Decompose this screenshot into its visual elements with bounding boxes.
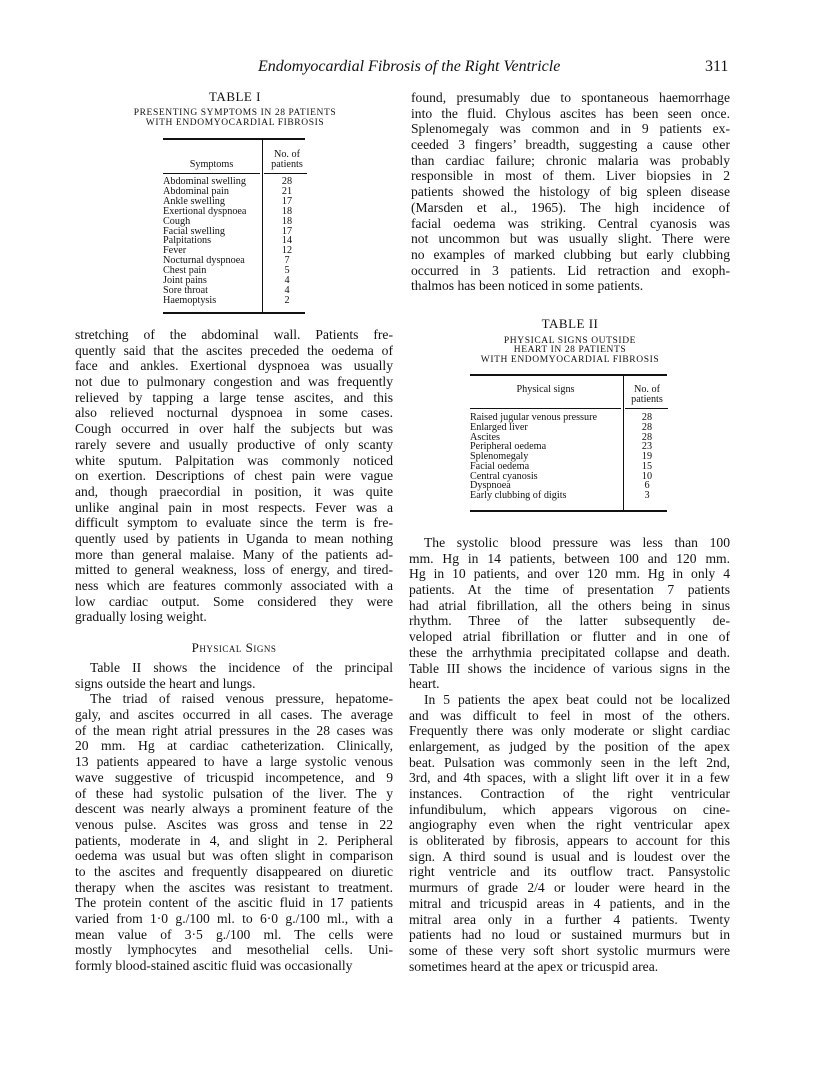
text-line: white sputum. Palpitation was commonly noticed <box>75 452 393 468</box>
table-2-row-label: Ascites <box>470 431 500 443</box>
page-number: 311 <box>705 58 729 75</box>
table-1-row-label: Ankle swelling <box>163 195 225 207</box>
table-1-row-value: 18 <box>281 205 293 217</box>
text-line: mean value of 3·5 g./100 ml. The cells were <box>75 926 393 942</box>
paragraph <box>75 691 393 973</box>
text-line: difficult symptom to evaluate since the term is fre- <box>75 515 393 531</box>
running-title: Endomyocardial Fibrosis of the Right Ventricle <box>258 58 561 75</box>
text-line: The protein content of the ascitic fluid in 17 patients <box>75 895 393 911</box>
table-2-row-label: Enlarged liver <box>470 421 528 433</box>
text-line: quently said that the ascites preceded the oedema of <box>75 342 393 358</box>
table-1-row-label: Cough <box>163 215 191 227</box>
text-line: rhythm. Three of the latter subsequently de- <box>409 613 730 629</box>
text-line: mitral area only in a further 4 patients. Twenty <box>409 911 730 927</box>
text-line: angiography even when the right ventricular apex <box>409 817 730 833</box>
table-2-row-label: Early clubbing of digits <box>470 490 567 501</box>
text-line: more than general malaise. Many of the patients ad- <box>75 546 393 562</box>
text-line: right ventricle and its outflow tract. Pansystolic <box>409 864 730 880</box>
table-2-row-label: Raised jugular venous pressure <box>470 412 598 423</box>
text-line: wave suggestive of tricuspid incompetence, and 9 <box>75 769 393 785</box>
paragraph <box>411 90 730 294</box>
table-2-top-rule <box>470 374 667 376</box>
text-line: mitral and tricuspid areas in 4 patients, and in the <box>409 895 730 911</box>
table-2-row-value: 10 <box>641 470 653 482</box>
table-1-row-label: Facial swelling <box>163 225 225 237</box>
table-1-row-value: 17 <box>281 225 293 237</box>
text-line: formly blood-stained ascitic fluid was occasionally <box>75 958 353 974</box>
table-1-row-value: 17 <box>281 195 293 207</box>
text-line: The systolic blood pressure was less than 100 <box>424 535 730 550</box>
text-line: beat. Pulsation was commonly seen in the left 2nd, <box>409 754 730 770</box>
text-line: into the fluid. Chylous ascites has been seen once. <box>411 105 730 121</box>
table-2-subtitle-line: WITH ENDOMYOCARDIAL FIBROSIS <box>480 355 660 365</box>
text-line: not uncommon but was usually slight. There were <box>411 231 730 247</box>
text-line: sometimes heard at the apex or tricuspid area. <box>409 958 659 974</box>
text-line: Frequently there was only moderate or slight cardiac <box>409 723 730 739</box>
table-2-title: TABLE II <box>541 316 599 331</box>
text-line: had atrial fibrillation, all the others being in sinus <box>409 597 730 613</box>
text-line: thalmos has been noticed in some patients. <box>411 278 644 294</box>
table-1-title: TABLE I <box>209 89 261 104</box>
table-1-bottom-rule <box>163 312 305 314</box>
text-line: on exertion. Descriptions of chest pain were vague <box>75 468 393 484</box>
text-line: murmurs of grade 2/4 or louder were heard in the <box>409 880 730 896</box>
paragraph <box>75 660 393 691</box>
table-1-subtitle-line: PRESENTING SYMPTOMS IN 28 PATIENTS <box>133 108 337 118</box>
right-column-text-bottom <box>409 535 730 974</box>
table-1-header-count: No. of <box>273 149 301 160</box>
text-line: mitted to general weakness, loss of energy, and tired- <box>75 562 393 578</box>
text-line: and was difficult to feel in most of the others. <box>409 707 730 723</box>
table-1-row-value: 28 <box>281 176 293 187</box>
text-line: and, though praecordial in position, it was quite <box>75 483 393 499</box>
table-1-row-value: 14 <box>281 235 293 247</box>
table-1-header-symptoms: Symptoms <box>189 159 234 170</box>
text-line: unlike anginal pain in most respects. Fever was a <box>75 499 393 515</box>
table-2-row-value: 6 <box>644 480 650 492</box>
text-line: patients had no loud or sustained murmurs but in <box>409 927 730 943</box>
table-2-row-value: 15 <box>641 460 653 472</box>
table-1-row-label: Fever <box>163 245 187 257</box>
table-1-subtitle-line: WITH ENDOMYOCARDIAL FIBROSIS <box>145 118 325 128</box>
table-1-top-rule <box>163 138 305 140</box>
text-line: facial oedema was striking. Central cyanosis was <box>411 215 730 231</box>
table-1-row-value: 5 <box>284 265 290 277</box>
table-1-row-label: Exertional dyspnoea <box>163 205 247 217</box>
table-2-header-rule <box>625 408 668 409</box>
text-line: Table III shows the incidence of various signs in the <box>409 660 730 676</box>
text-line: patients, moderate in 4, and slight in 2. Peripheral <box>75 832 393 848</box>
text-line: infundibulum, which appears vigorous on cine- <box>409 801 730 817</box>
table-1-row-label: Abdominal pain <box>163 185 229 197</box>
table-2-column-divider <box>623 375 624 512</box>
table-2-row-value: 28 <box>641 431 653 443</box>
left-column-text-top <box>75 327 393 625</box>
text-line: ceeded 3 fingers’ breadth, suggesting a cause other <box>411 137 730 153</box>
table-1-row-value: 4 <box>284 275 290 286</box>
text-line: low cardiac output. Some considered they were <box>75 593 393 609</box>
text-line: relieved by tapping a large tense ascites, and this <box>75 389 393 405</box>
text-line: rarely severe and usually productive of only scanty <box>75 436 393 452</box>
paragraph <box>75 327 393 625</box>
text-line: than cardiac failure; chronic malaria was probably <box>411 152 730 168</box>
text-line: 13 patients appeared to have a large systolic venous <box>75 754 393 770</box>
text-line: enlargement, as judged by the position of the apex <box>409 738 730 754</box>
paragraph <box>409 535 730 692</box>
table-1-row-value: 21 <box>281 185 293 197</box>
text-line: oedema was usual but was often slight in comparison <box>75 848 393 864</box>
table-2-row-value: 28 <box>641 421 653 433</box>
text-line: quently used by patients in Uganda to mean nothing <box>75 530 393 546</box>
text-line: veloped atrial fibrillation or flutter and in one of <box>409 629 730 645</box>
text-line: therapy when the ascites was resistant to treatment. <box>75 879 393 895</box>
table-1-row-label: Abdominal swelling <box>163 176 246 187</box>
text-line: ness which are features commonly associated with a <box>75 578 393 593</box>
table-2-header-signs: Physical signs <box>516 384 575 395</box>
table-1-row-label: Chest pain <box>163 265 207 277</box>
table-2-row-label: Splenomegaly <box>470 451 529 462</box>
table-2-header-count: No. of <box>633 384 661 395</box>
text-line: 20 mm. Hg at cardiac catheterization. Clinically, <box>75 738 393 754</box>
table-2-row-label: Dyspnoea <box>470 480 511 492</box>
left-column-text-bottom <box>75 660 393 974</box>
table-2-row-label: Central cyanosis <box>470 470 538 482</box>
right-column-text-top <box>411 90 730 294</box>
text-line: found, presumably due to spontaneous haemorrhage <box>411 90 730 105</box>
text-line: occurred in 3 patients. Lid retraction and exoph- <box>411 262 730 278</box>
text-line: galy, and ascites occurred in all cases. The average <box>75 707 393 723</box>
table-1-row-label: Joint pains <box>163 275 207 286</box>
text-line: venous pulse. Ascites was gross and tense in 22 <box>75 816 393 832</box>
text-line: heart. <box>409 676 440 692</box>
table-1-row-value: 18 <box>281 215 293 227</box>
text-line: mm. Hg in 14 patients, between 100 and 120 mm. <box>409 550 730 566</box>
text-line: Hg in 10 patients, and over 120 mm. Hg in only 4 <box>409 566 730 582</box>
table-1-header-rule <box>163 173 260 174</box>
paragraph <box>409 692 730 974</box>
table-2-row-value: 19 <box>641 451 653 462</box>
table-1-row-value: 2 <box>284 294 290 306</box>
table-2-subtitle-line: HEART IN 28 PATIENTS <box>513 345 627 355</box>
text-line: signs outside the heart and lungs. <box>75 675 256 691</box>
text-line: not due to pulmonary congestion and was frequently <box>75 374 393 390</box>
text-line: gradually losing weight. <box>75 609 207 625</box>
table-2-row-label: Facial oedema <box>470 460 530 472</box>
text-line: descent was nearly always a prominent feature of the <box>75 801 393 817</box>
text-line: instances. Contraction of the right ventricular <box>409 786 730 801</box>
text-line: these the arrhythmia precipitated collapse and death. <box>409 644 730 660</box>
text-line: no examples of marked clubbing but early clubbing <box>411 246 730 262</box>
text-line: 3rd, and 4th spaces, with a slight lift over it in a few <box>409 770 730 786</box>
table-2-header-count: patients <box>631 394 663 405</box>
table-1-header-rule <box>264 173 307 174</box>
text-line: patients. At the time of presentation 7 patients <box>409 582 730 598</box>
text-line: Cough occurred in over half the subjects but was <box>75 421 393 437</box>
text-line: of the mean right atrial pressures in the 28 cases was <box>75 722 393 738</box>
table-1-row-value: 7 <box>284 255 290 267</box>
text-line: some of these very soft short systolic murmurs were <box>409 942 730 958</box>
text-line: The triad of raised venous pressure, hepatome- <box>90 691 393 707</box>
text-line: responsible in most of them. Liver biopsies in 2 <box>411 168 730 184</box>
table-1-row-label: Palpitations <box>163 235 212 247</box>
table-1-row-value: 12 <box>281 245 293 257</box>
table-2-row-value: 3 <box>644 490 650 501</box>
table-2-bottom-rule <box>470 510 667 512</box>
table-1-column-divider <box>262 139 263 313</box>
table-1-row-value: 4 <box>284 284 290 296</box>
text-line: Table II shows the incidence of the principal <box>90 660 393 675</box>
text-line: Splenomegaly was common and in 9 patients ex- <box>411 121 730 137</box>
table-2-row-value: 28 <box>641 412 653 423</box>
text-line: also relieved nocturnal dyspnoea in some cases. <box>75 405 393 421</box>
text-line: face and ankles. Exertional dyspnoea was usually <box>75 358 393 374</box>
text-line: In 5 patients the apex beat could not be localized <box>424 691 730 707</box>
table-1-row-label: Haemoptysis <box>163 294 217 306</box>
table-1-row-label: Nocturnal dyspnoea <box>163 255 245 267</box>
text-line: stretching of the abdominal wall. Patients fre- <box>75 327 393 342</box>
text-line: varied from 1·0 g./100 ml. to 6·0 g./100 ml., with a <box>75 911 393 926</box>
text-line: sign. A third sound is usual and is loudest over the <box>409 848 730 864</box>
text-line: to the ascites and frequently disappeared on diuretic <box>75 863 393 879</box>
section-heading-physical-signs: Physical Signs <box>191 640 277 655</box>
table-2-row-value: 23 <box>641 441 653 453</box>
text-line: of these had systolic pulsation of the liver. The y <box>75 785 393 801</box>
text-line: mostly lymphocytes and mesothelial cells. Uni- <box>75 942 393 958</box>
table-2-row-label: Peripheral oedema <box>470 441 547 453</box>
text-line: patients showed the histology of big spleen disease <box>411 184 730 200</box>
table-1-row-label: Sore throat <box>163 284 208 296</box>
text-line: is obliterated by fibrosis, appears to account for this <box>409 833 730 849</box>
table-2-subtitle-line: PHYSICAL SIGNS OUTSIDE <box>503 336 637 346</box>
table-2-header-rule <box>470 408 621 409</box>
text-line: (Marsden et al., 1965). The high incidence of <box>411 199 730 215</box>
table-1-header-count: patients <box>271 159 303 170</box>
